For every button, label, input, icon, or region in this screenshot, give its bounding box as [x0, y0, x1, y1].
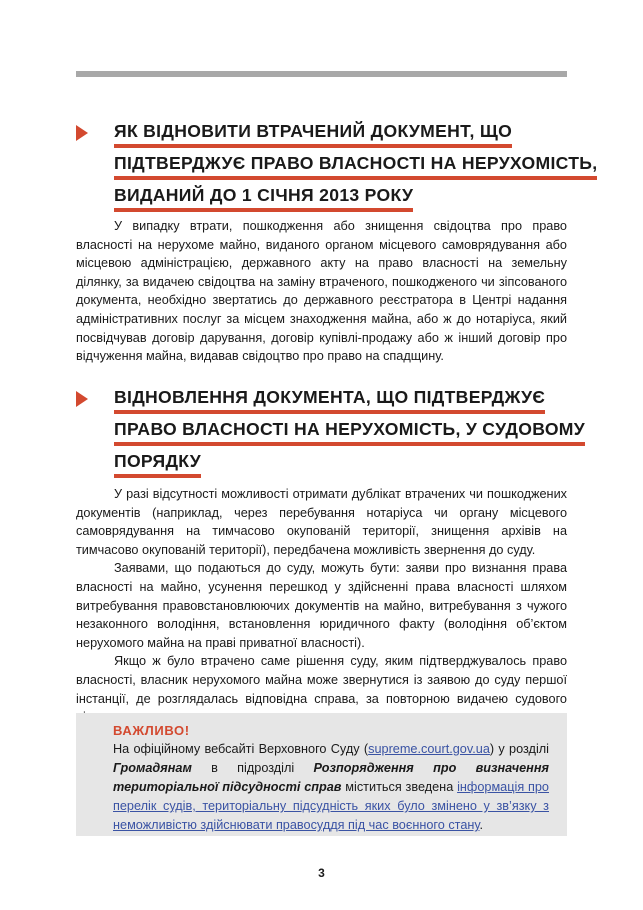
- courts-info-link[interactable]: інформація про перелік судів, територіальну підсудність яких було змінено у зв’язку з неможливістю здійснювати правосуддя під час воєнного стану: [113, 780, 549, 832]
- section-heading-restore-document: [76, 120, 598, 216]
- heading-line: ВІДНОВЛЕННЯ ДОКУМЕНТА, ЩО ПІДТВЕРДЖУЄ: [114, 386, 545, 414]
- triangle-marker-icon: [76, 391, 88, 407]
- supreme-court-link[interactable]: supreme.court.gov.ua: [368, 742, 490, 756]
- paragraph-text: У випадку втрати, пошкодження або знищення свідоцтва про право власності на нерухоме майно, виданого органом місцевого самоврядування або місцевою адміністрацією, державного акту на право власності на земельну ділянку, за видачею свідоцтва на заміну втраченого, пошкодженого чи зіпсованого документа, необхідно звертатись до державного реєстратора в Центрі надання адміністративних послуг за місцем знаходження майна, або ж до нотаріуса, який посвідчував договір дарування, договір купівлі-продажу або ж інший договір про відчуження майна, видавав свідоцтво про право на спадщину.: [76, 219, 567, 364]
- triangle-marker-icon: [76, 125, 88, 141]
- note-text-part: міститься зведена: [341, 780, 458, 794]
- page-number: 3: [318, 866, 325, 880]
- note-text-part: .: [479, 818, 484, 832]
- heading-line: ПІДТВЕРДЖУЄ ПРАВО ВЛАСНОСТІ НА НЕРУХОМІСТЬ,: [114, 152, 597, 180]
- important-note-box: [76, 713, 567, 836]
- paragraph-text: У разі відсутності можливості отримати дублікат втрачених чи пошкоджених документів (наприклад, через перебування нотаріуса чи органу місцевого самоврядування на тимчасово окупованій території, знищення архівів на тимчасово окупованій території), передбачена можливість звернення до суду.: [76, 487, 567, 557]
- note-text-part: в підрозділі: [191, 761, 314, 775]
- top-rule: [76, 71, 567, 77]
- note-text-part: На офіційному вебсайті Верховного Суду (: [113, 742, 369, 756]
- note-text: [113, 740, 549, 835]
- section-heading-court-procedure: [76, 386, 586, 482]
- paragraph-text: Якщо ж було втрачено саме рішення суду, яким підтверджувалось право власності, власник нерухомого майна може звернутися із заявою до суду першої інстанції, де розглядалась відповідна справа, за повторною видачею судового: [76, 654, 567, 706]
- heading-line: ПОРЯДКУ: [114, 450, 201, 478]
- heading-line: ВИДАНИЙ ДО 1 СІЧНЯ 2013 РОКУ: [114, 184, 413, 212]
- note-text-part: ) у розділі: [489, 742, 549, 756]
- note-subsection-name: Розпорядження про визначення територіальної підсудності справ: [113, 761, 549, 794]
- paragraph-text: Заявами, що подаються до суду, можуть бути: заяви про визнання права власності на майно, усунення перешкод у здійсненні права власності шляхом витребування правовстановлюючих документів на майно, витребування з чужого незаконного володіння, встановлення юридичного факту (володіння об’єктом нерухомого майна на праві приватної власності).: [76, 561, 567, 650]
- note-title: ВАЖЛИВО!: [113, 723, 190, 738]
- heading-line: ПРАВО ВЛАСНОСТІ НА НЕРУХОМІСТЬ, У СУДОВОМУ: [114, 418, 585, 446]
- body-section: [76, 485, 567, 727]
- note-section-name: Громадянам: [113, 761, 192, 775]
- heading-line: ЯК ВІДНОВИТИ ВТРАЧЕНИЙ ДОКУМЕНТ, ЩО: [114, 120, 512, 148]
- body-paragraph: [76, 217, 567, 366]
